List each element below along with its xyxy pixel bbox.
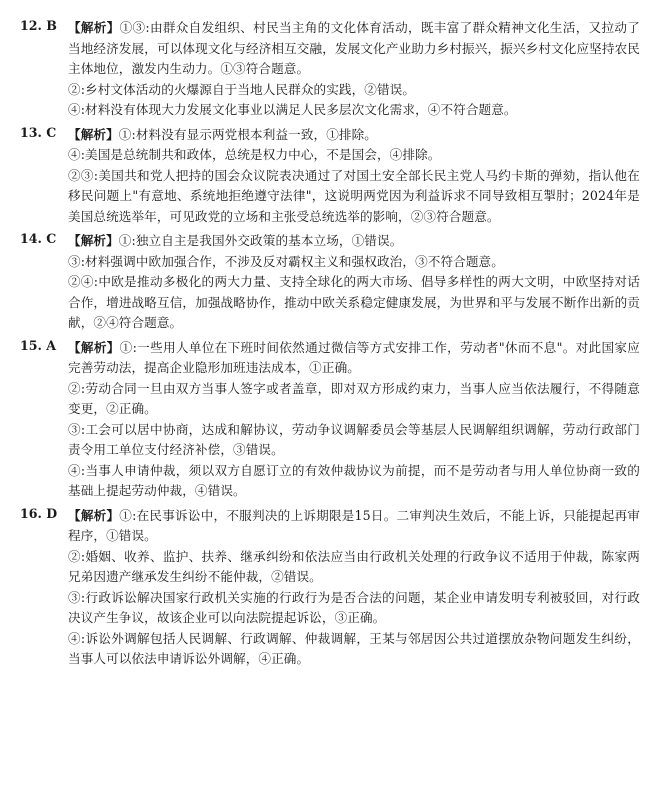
explanation-paragraph: ④:诉讼外调解包括人民调解、行政调解、仲裁调解，王某与邻居因公共过道摆放杂物问题发生纠纷，当事人可以依法申请诉讼外调解，④正确。: [68, 630, 640, 666]
explanation-paragraph: ②:劳动合同一旦由双方当事人签字或者盖章，即对双方形成约束力，当事人应当依法履行，不得随意变更，②正确。: [68, 380, 640, 416]
explanation-paragraph: 【解析】①:材料没有显示两党根本利益一致，①排除。: [68, 126, 377, 142]
question-13: [0, 125, 668, 228]
question-15: [0, 338, 668, 502]
explanation-paragraph: ④:美国是总统制共和政体，总统是权力中心，不是国会，④排除。: [68, 147, 441, 162]
explanation-paragraph: ③:材料强调中欧加强合作，不涉及反对霸权主义和强权政治，③不符合题意。: [68, 253, 504, 269]
explanation-paragraph: ②④:中欧是推动多极化的两大力量、支持全球化的两大市场、倡导多样性的两大文明，中欧坚持对话合作，增进战略互信，加强战略协作，推动中欧关系稳定健康发展，为世界和平与发展不断作出新的贡献，②④符合题意。: [68, 274, 640, 330]
explanation-paragraph: ②:乡村文体活动的火爆源自于当地人民群众的实践，②错误。: [68, 81, 416, 97]
explanation-paragraph: 【解析】①:在民事诉讼中，不服判决的上诉期限是15日。二审判决生效后，不能上诉，只能提起再审程序，①错误。: [68, 507, 641, 543]
explanation-paragraph: 【解析】①:一些用人单位在下班时间依然通过微信等方式安排工作，劳动者"休而不息"。对此国家应完善劳动法，提高企业隐形加班违法成本，①正确。: [68, 339, 640, 375]
explanation-paragraph: ④:材料没有体现大力发展文化事业以满足人民多层次文化需求，④不符合题意。: [68, 102, 517, 117]
question-number: 16. D: [20, 505, 58, 521]
explanation-paragraph: 【解析】①③:由群众自发组织、村民当主角的文化体育活动，既丰富了群众精神文化生活，又拉动了当地经济发展，可以体现文化与经济相互交融，发展文化产业助力乡村振兴，振兴乡村文化应坚持农民主体地位，激发内生动力。①③符合题意。: [68, 20, 640, 76]
explanation-paragraph: ④:当事人申请仲裁，须以双方自愿订立的有效仲裁协议为前提，而不是劳动者与用人单位协商一致的基础上提起劳动仲裁，④错误。: [68, 462, 640, 498]
analysis-tag: 【解析】: [68, 126, 119, 142]
explanation-paragraph: ②:婚姻、收养、监护、扶养、继承纠纷和依法应当由行政机关处理的行政争议不适用于仲裁，陈家两兄弟因遗产继承发生纠纷不能仲裁，②错误。: [68, 548, 640, 584]
analysis-tag: 【解析】: [68, 233, 119, 248]
question-14: [0, 231, 668, 334]
analysis-tag: 【解析】: [68, 507, 120, 523]
analysis-tag: 【解析】: [68, 339, 120, 355]
explanation-paragraph: ②③:美国共和党人把持的国会众议院表决通过了对国土安全部长民主党人马约卡斯的弹劾，指认他在移民问题上"有意地、系统地拒绝遵守法律"，这说明两党因为利益诉求不同导致相互掣肘；2024年是美国总统选举年，可见政党的立场和主张受总统选举的影响，②③符合题意。: [68, 167, 640, 224]
analysis-tag: 【解析】: [68, 20, 120, 35]
question-number: 15. A: [20, 337, 57, 353]
question-12: [0, 18, 668, 121]
question-16: [0, 506, 668, 670]
explanation-paragraph: ③:行政诉讼解决国家行政机关实施的行政行为是否合法的问题，某企业申请发明专利被驳回，对行政决议产生争议，故该企业可以向法院提起诉讼，③正确。: [68, 589, 640, 625]
question-number: 13. C: [20, 124, 57, 140]
question-number: 12. B: [20, 18, 57, 33]
explanation-paragraph: ③:工会可以居中协商，达成和解协议，劳动争议调解委员会等基层人民调解组织调解，劳动行政部门责令用工单位支付经济补偿，③错误。: [68, 421, 640, 457]
question-number: 14. C: [20, 231, 57, 246]
explanation-paragraph: 【解析】①:独立自主是我国外交政策的基本立场，①错误。: [68, 233, 403, 248]
